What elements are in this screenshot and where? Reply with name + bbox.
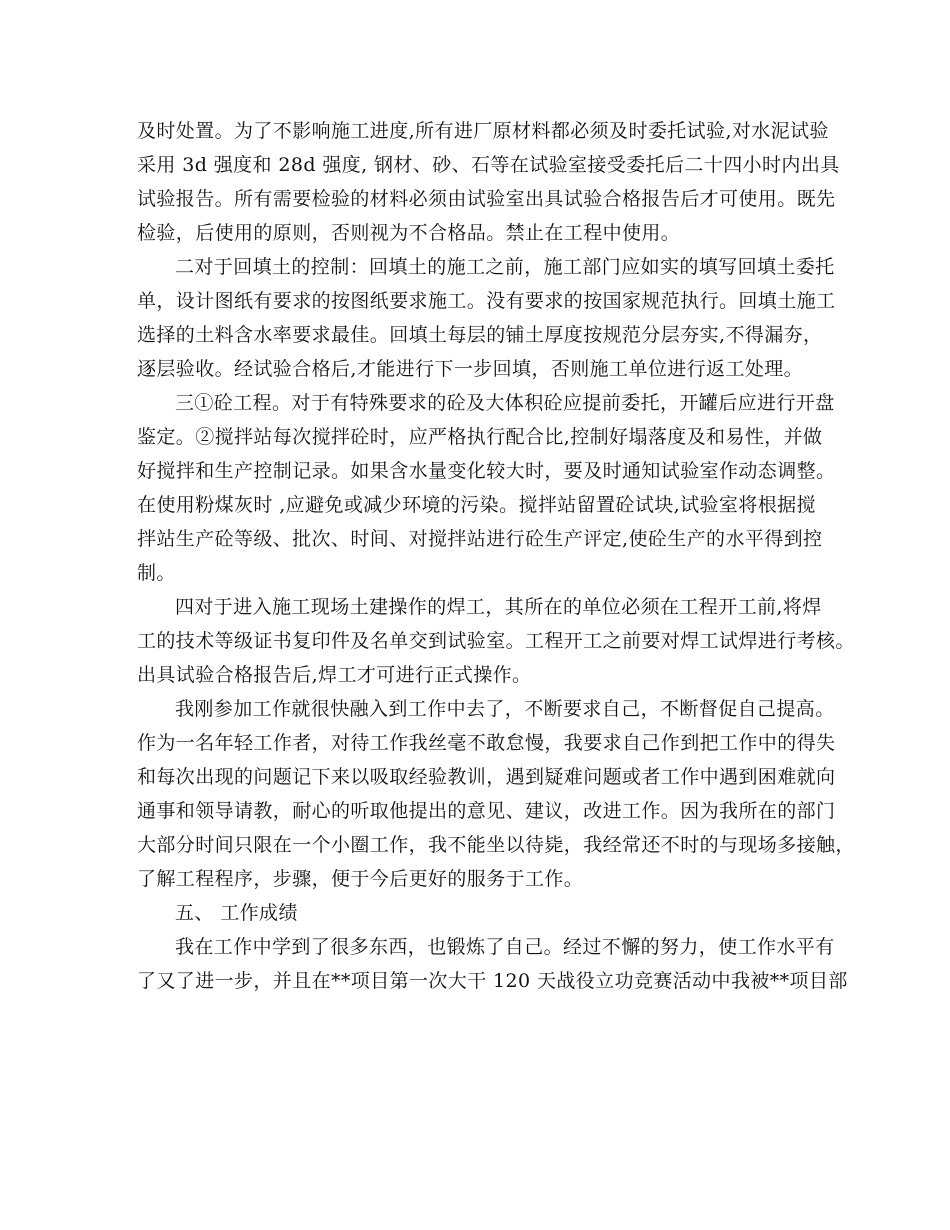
text-line: 好搅拌和生产控制记录。如果含水量变化较大时，要及时通知试验室作动态调整。 <box>137 460 836 482</box>
text-line: 拌站生产砼等级、批次、时间、对搅拌站进行砼生产评定,使砼生产的水平得到控 <box>137 528 823 550</box>
text-line: 和每次出现的问题记下来以吸取经验教训，遇到疑难问题或者工作中遇到困难就向 <box>137 766 836 788</box>
text-line: 单，设计图纸有要求的按图纸要求施工。没有要求的按国家规范执行。回填土施工 <box>137 290 836 312</box>
paragraph-start-line: 我在工作中学到了很多东西，也锻炼了自己。经过不懈的努力，使工作水平有 <box>175 936 835 958</box>
text-line: 通事和领导请教，耐心的听取他提出的意见、建议，改进工作。因为我所在的部门 <box>137 800 836 822</box>
paragraph-start-line: 二对于回填土的控制：回填土的施工之前，施工部门应如实的填写回填土委托 <box>175 256 835 278</box>
text-line: 了解工程程序，步骤，便于今后更好的服务于工作。 <box>137 868 584 890</box>
text-line: 制。 <box>137 562 176 584</box>
section-heading: 五、 工作成绩 <box>175 902 298 924</box>
text-line: 选择的土料含水率要求最佳。回填土每层的铺土厚度按规范分层夯实,不得漏夯， <box>137 324 823 346</box>
text-line: 了又了进一步，并且在**项目第一次大干 120 天战役立功竞赛活动中我被**项目部 <box>137 970 848 992</box>
text-line: 鉴定。②搅拌站每次搅拌砼时，应严格执行配合比,控制好塌落度及和易性，并做 <box>137 426 823 448</box>
paragraph-start-line: 我刚参加工作就很快融入到工作中去了，不断要求自己，不断督促自己提高。 <box>175 698 835 720</box>
text-line: 工的技术等级证书复印件及名单交到试验室。工程开工之前要对焊工试焊进行考核。 <box>137 630 855 652</box>
paragraph-start-line: 三①砼工程。对于有特殊要求的砼及大体积砼应提前委托，开罐后应进行开盘 <box>175 392 835 414</box>
paragraph-start-line: 四对于进入施工现场土建操作的焊工，其所在的单位必须在工程开工前,将焊 <box>175 596 822 618</box>
text-line: 出具试验合格报告后,焊工才可进行正式操作。 <box>137 664 532 686</box>
text-line: 检验，后使用的原则，否则视为不合格品。禁止在工程中使用。 <box>137 222 681 244</box>
text-line: 逐层验收。经试验合格后,才能进行下一步回填，否则施工单位进行返工处理。 <box>137 358 804 380</box>
text-line: 作为一名年轻工作者，对待工作我丝毫不敢怠慢，我要求自己作到把工作中的得失 <box>137 732 836 754</box>
text-line: 及时处置。为了不影响施工进度,所有进厂原材料都必须及时委托试验,对水泥试验 <box>137 120 829 142</box>
text-line: 试验报告。所有需要检验的材料必须由试验室出具试验合格报告后才可使用。既先 <box>137 188 836 210</box>
text-line: 采用 3d 强度和 28d 强度, 钢材、砂、石等在试验室接受委托后二十四小时内出具 <box>137 154 840 176</box>
text-line: 大部分时间只限在一个小圈工作，我不能坐以待毙，我经常还不时的与现场多接触， <box>137 834 855 856</box>
text-line: 在使用粉煤灰时 ,应避免或减少环境的污染。搅拌站留置砼试块,试验室将根据搅 <box>137 494 816 516</box>
